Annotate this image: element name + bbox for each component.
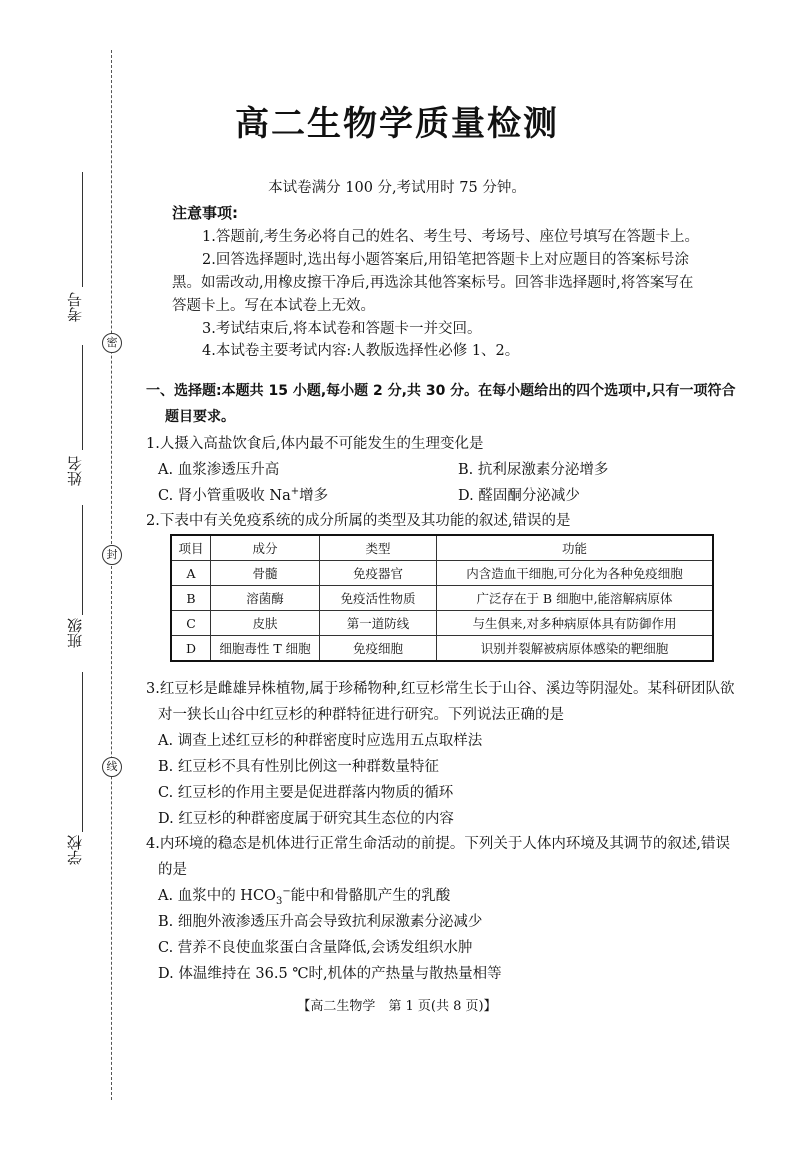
question-1-option-a[interactable]: A. 血浆渗透压升高 [158,462,280,478]
name-text: 姓名 [66,456,84,486]
option-a-sup: − [282,886,291,898]
binding-line [111,50,112,1100]
table-row [171,561,713,586]
table-cell: 免疫活性物质 [320,586,437,611]
class-blank[interactable] [82,505,83,615]
notice-line: 1.答题前,考生务必将自己的姓名、考生号、考场号、座位号填写在答题卡上。 [202,229,699,245]
question-2-stem: 2.下表中有关免疫系统的成分所属的类型及其功能的叙述,错误的是 [146,513,571,529]
table-cell: 细胞毒性 T 细胞 [211,636,320,662]
exam-number-text: 考号 [66,292,84,322]
table-row [171,611,713,636]
table-cell: 免疫器官 [320,561,437,586]
name-label [66,456,84,489]
table-cell: 溶菌酶 [211,586,320,611]
question-4-option-b[interactable]: B. 细胞外液渗透压升高会导致抗利尿激素分泌减少 [158,914,483,930]
exam-subtitle: 本试卷满分 100 分,考试用时 75 分钟。 [268,180,526,196]
question-3-option-d[interactable]: D. 红豆杉的种群密度属于研究其生态位的内容 [158,811,454,827]
option-a-text: A. 血浆中的 HCO [158,888,276,904]
table-cell: A [171,561,211,586]
question-3-stem-cont: 对一狭长山谷中红豆杉的种群特征进行研究。下列说法正确的是 [158,707,564,723]
option-c-text: C. 肾小管重吸收 Na [158,488,291,504]
table-cell: 皮肤 [211,611,320,636]
question-4-stem-cont: 的是 [158,862,187,878]
option-a-post: 能中和骨骼肌产生的乳酸 [290,888,451,904]
notice-line: 4.本试卷主要考试内容:人教版选择性必修 1、2。 [202,343,520,359]
table-cell: 骨髓 [211,561,320,586]
question-4-option-d[interactable]: D. 体温维持在 36.5 ℃时,机体的产热量与散热量相等 [158,966,502,982]
school-label [66,835,84,868]
question-3-option-b[interactable]: B. 红豆杉不具有性别比例这一种群数量特征 [158,759,439,775]
table-cell: C [171,611,211,636]
name-blank[interactable] [82,345,83,450]
seal-mi: 密 [102,333,122,353]
seal-feng: 封 [102,545,122,565]
notice-line: 2.回答选择题时,选出每小题答案后,用铅笔把答题卡上对应题目的答案标号涂 [202,252,690,268]
table-cell: 识别并裂解被病原体感染的靶细胞 [437,636,714,662]
table-cell: 广泛存在于 B 细胞中,能溶解病原体 [437,586,714,611]
question-3-stem: 3.红豆杉是雌雄异株植物,属于珍稀物种,红豆杉常生长于山谷、溪边等阴湿处。某科研团队欲 [146,681,735,697]
table-cell: 免疫细胞 [320,636,437,662]
question-1-stem: 1.人摄入高盐饮食后,体内最不可能发生的生理变化是 [146,436,484,452]
table-header-row [171,535,713,561]
notice-line: 黑。如需改动,用橡皮擦干净后,再选涂其他答案标号。回答非选择题时,将答案写在 [172,275,694,291]
class-label [66,618,84,651]
question-4-stem: 4.内环境的稳态是机体进行正常生命活动的前提。下列关于人体内环境及其调节的叙述,错误 [146,836,730,852]
table-row [171,586,713,611]
school-text: 学校 [66,835,84,865]
seal-xian: 线 [102,757,122,777]
option-c-post: 增多 [299,488,329,504]
option-a-sub: 3 [275,895,283,907]
table-header: 功能 [437,535,714,561]
question-3-option-c[interactable]: C. 红豆杉的作用主要是促进群落内物质的循环 [158,785,454,801]
question-4-option-a[interactable] [158,884,450,907]
notice-line: 3.考试结束后,将本试卷和答题卡一并交回。 [202,321,482,337]
table-cell: 内含造血干细胞,可分化为各种免疫细胞 [437,561,714,586]
page-footer: 【高二生物学 第 1 页(共 8 页)】 [297,999,497,1014]
exam-number-label [66,292,84,325]
table-row [171,636,713,662]
table-cell: B [171,586,211,611]
question-2-table [170,534,714,662]
table-header: 类型 [320,535,437,561]
notice-line: 答题卡上。写在本试卷上无效。 [172,298,375,314]
question-3-option-a[interactable]: A. 调查上述红豆杉的种群密度时应选用五点取样法 [158,733,483,749]
section-heading: 一、选择题:本题共 15 小题,每小题 2 分,共 30 分。在每小题给出的四个选项中,只有一项符合 [146,383,736,399]
table-header: 成分 [211,535,320,561]
table-cell: 第一道防线 [320,611,437,636]
class-text: 班级 [66,618,84,648]
question-1-option-b[interactable]: B. 抗利尿激素分泌增多 [458,462,609,478]
question-1-option-c[interactable] [158,484,328,505]
page-title: 高二生物学质量检测 [235,104,559,144]
option-c-sup: + [290,486,300,498]
school-blank[interactable] [82,672,83,832]
table-cell: D [171,636,211,662]
table-header: 项目 [171,535,211,561]
table-cell: 与生俱来,对多种病原体具有防御作用 [437,611,714,636]
section-heading-cont: 题目要求。 [165,409,235,425]
question-4-option-c[interactable]: C. 营养不良使血浆蛋白含量降低,会诱发组织水肿 [158,940,473,956]
question-1-option-d[interactable]: D. 醛固酮分泌减少 [458,488,580,504]
notice-heading: 注意事项: [172,204,238,222]
